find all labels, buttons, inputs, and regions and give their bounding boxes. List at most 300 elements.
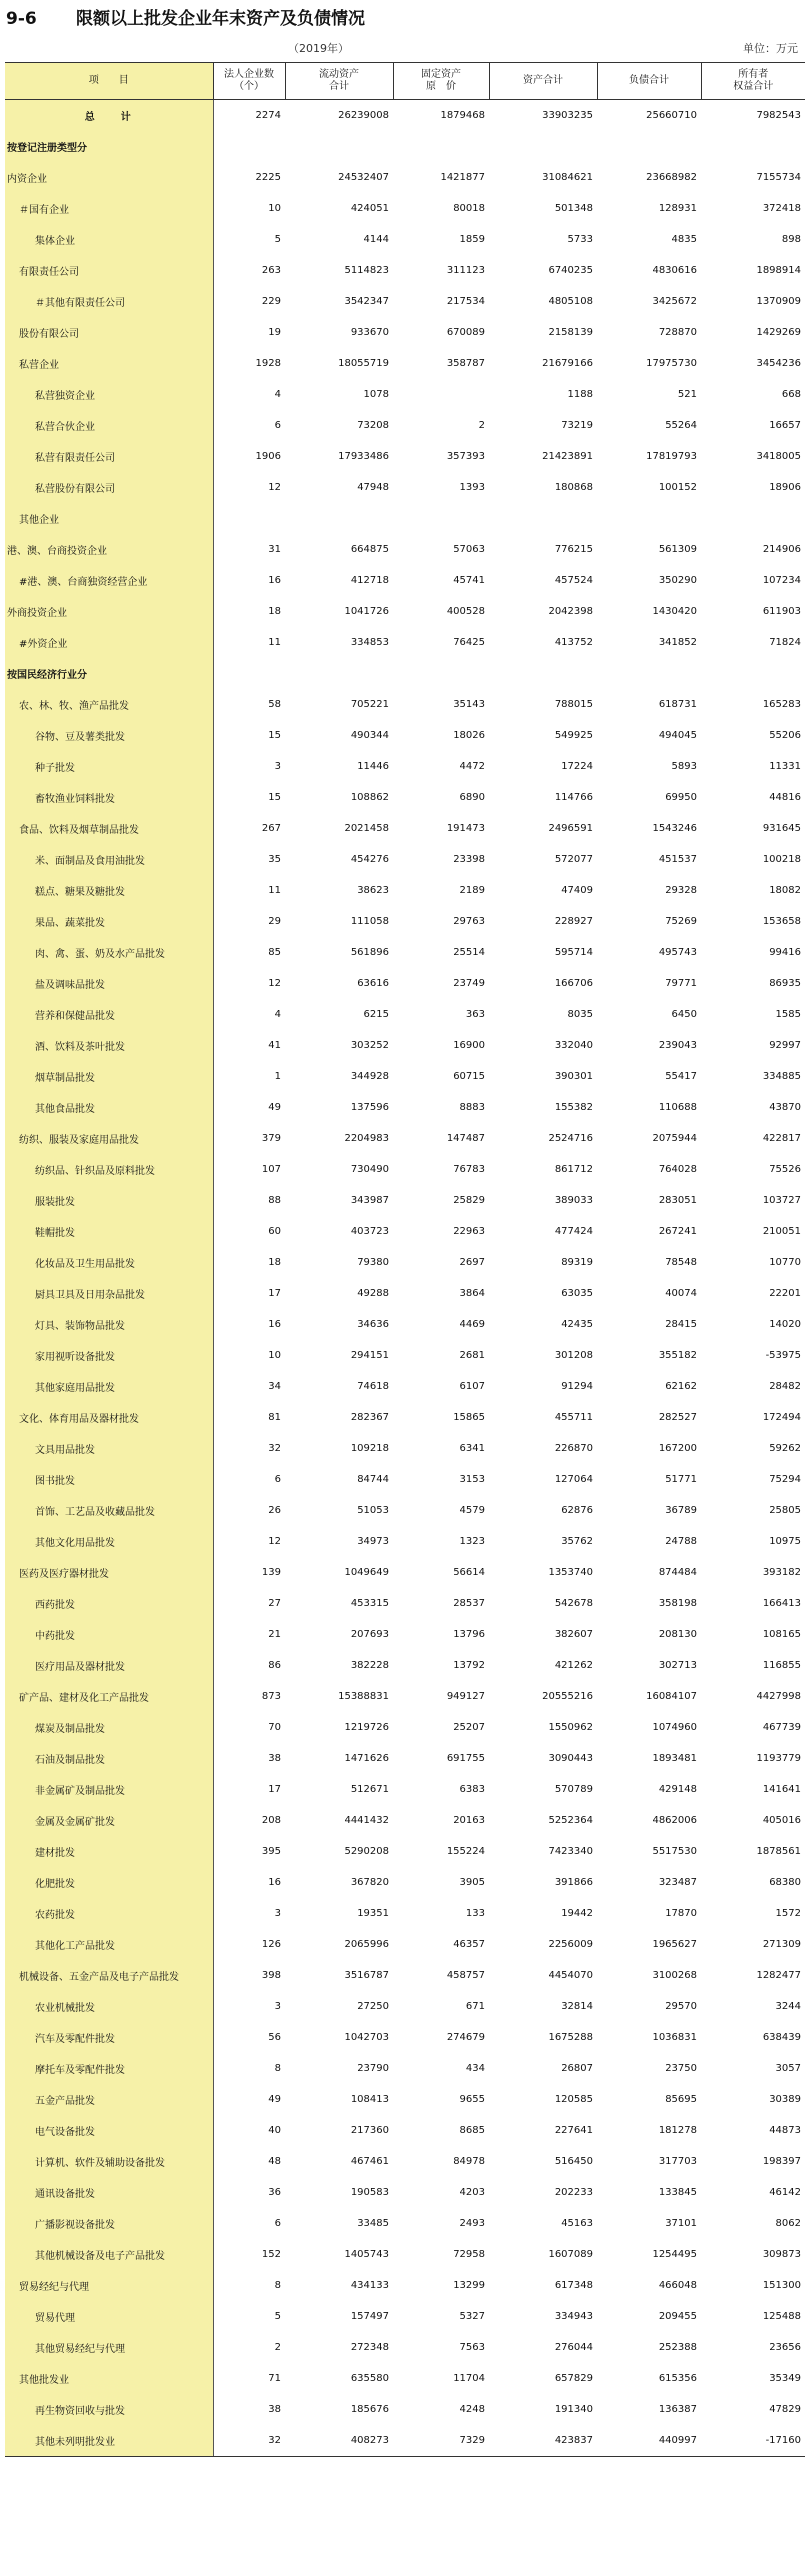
cell-firms: 16	[268, 575, 281, 586]
cell-current: 344928	[350, 1071, 389, 1082]
table-row	[5, 1867, 805, 1898]
table-header-row	[5, 63, 805, 100]
cell-firms: 26	[268, 1505, 281, 1516]
row-label: 矿产品、建材及化工产品批发	[5, 1681, 213, 1712]
cell-equity: 271309	[762, 1939, 801, 1950]
cell-firms: 71	[268, 2373, 281, 2384]
cell-equity: 35349	[769, 2373, 801, 2384]
cell-liab	[597, 658, 701, 689]
cell-liab: 561309	[658, 544, 697, 555]
cell-liab	[597, 131, 701, 162]
cell-fixed: 3905	[459, 1877, 485, 1888]
cell-firms: 48	[268, 2156, 281, 2167]
cell-firms: 60	[268, 1226, 281, 1237]
cell-fixed: 147487	[446, 1133, 485, 1144]
cell-fixed: 949127	[446, 1691, 485, 1702]
row-label: 再生物资回收与批发	[5, 2394, 213, 2425]
table-row	[5, 906, 805, 937]
column-header: 负债合计	[597, 63, 701, 100]
cell-liab: 874484	[658, 1567, 697, 1578]
cell-firms: 16	[268, 1319, 281, 1330]
cell-fixed: 1859	[459, 234, 485, 245]
row-label: 外商投资企业	[5, 596, 213, 627]
row-label: #外资企业	[5, 627, 213, 658]
cell-liab: 267241	[658, 1226, 697, 1237]
row-label: 五金产品批发	[5, 2084, 213, 2115]
cell-assets: 423837	[489, 2425, 597, 2457]
table-row	[5, 472, 805, 503]
cell-liab: 136387	[658, 2404, 697, 2415]
table-row	[5, 1712, 805, 1743]
cell-liab: 24788	[665, 1536, 697, 1547]
cell-equity: 372418	[762, 203, 801, 214]
cell-firms: 3	[274, 761, 281, 772]
row-label: 煤炭及制品批发	[5, 1712, 213, 1743]
cell-assets: 26807	[561, 2063, 593, 2074]
cell-assets: 226870	[554, 1443, 593, 1454]
cell-assets: 127064	[554, 1474, 593, 1485]
cell-fixed: 76783	[453, 1164, 485, 1175]
cell-current: 190583	[350, 2187, 389, 2198]
table-row	[5, 1681, 805, 1712]
total-row	[5, 100, 805, 132]
row-label: 通讯设备批发	[5, 2177, 213, 2208]
table-row	[5, 1929, 805, 1960]
cell-liab: 208130	[658, 1629, 697, 1640]
cell-assets: 31084621	[542, 172, 593, 183]
cell-current: 1219726	[344, 1722, 389, 1733]
cell-assets: 657829	[554, 2373, 593, 2384]
row-label: 机械设备、五金产品及电子产品批发	[5, 1960, 213, 1991]
cell-liab: 37101	[665, 2218, 697, 2229]
cell-assets: 390301	[554, 1071, 593, 1082]
cell-assets: 35762	[561, 1536, 593, 1547]
row-label: 其他家庭用品批发	[5, 1371, 213, 1402]
cell-current: 185676	[350, 2404, 389, 2415]
table-row	[5, 2394, 805, 2425]
cell-fixed: 4469	[459, 1319, 485, 1330]
cell-firms: 10	[268, 203, 281, 214]
cell-firms: 267	[261, 823, 281, 834]
cell-firms: 398	[261, 1970, 281, 1981]
cell-current: 3542347	[344, 296, 389, 307]
cell-fixed: 25829	[453, 1195, 485, 1206]
cell-equity: 210051	[762, 1226, 801, 1237]
cell-firms: 5	[274, 2311, 281, 2322]
cell-equity: 68380	[769, 1877, 801, 1888]
cell-liab: 350290	[658, 575, 697, 586]
cell-fixed: 6890	[459, 792, 485, 803]
cell-fixed: 23749	[453, 978, 485, 989]
table-row	[5, 627, 805, 658]
cell-firms: 139	[261, 1567, 281, 1578]
cell-firms: 29	[268, 916, 281, 927]
cell-equity: 214906	[762, 544, 801, 555]
cell-liab: 728870	[658, 327, 697, 338]
table-row	[5, 1619, 805, 1650]
row-label: 其他贸易经纪与代理	[5, 2332, 213, 2363]
cell-current: 434133	[350, 2280, 389, 2291]
table-row	[5, 162, 805, 193]
table-row	[5, 1092, 805, 1123]
cell-liab: 79771	[665, 978, 697, 989]
cell-fixed: 1323	[459, 1536, 485, 1547]
cell-fixed: 11704	[453, 2373, 485, 2384]
cell-equity: 8062	[775, 2218, 801, 2229]
row-label: 按登记注册类型分	[5, 131, 213, 162]
row-label: 石油及制品批发	[5, 1743, 213, 1774]
cell-current: 490344	[350, 730, 389, 741]
cell-fixed: 671	[465, 2001, 485, 2012]
row-label: 有限责任公司	[5, 255, 213, 286]
row-label: 西药批发	[5, 1588, 213, 1619]
cell-equity: 309873	[762, 2249, 801, 2260]
cell-assets: 1607089	[548, 2249, 593, 2260]
table-row	[5, 782, 805, 813]
cell-current: 2065996	[344, 1939, 389, 1950]
cell-firms: 15	[268, 730, 281, 741]
cell-fixed: 1879468	[440, 110, 485, 121]
cell-equity: 405016	[762, 1815, 801, 1826]
table-row	[5, 534, 805, 565]
cell-fixed: 8685	[459, 2125, 485, 2136]
cell-equity: -53975	[765, 1350, 801, 1361]
cell-fixed: 7563	[459, 2342, 485, 2353]
row-label: 其他化工产品批发	[5, 1929, 213, 1960]
cell-firms: 3	[274, 1908, 281, 1919]
cell-firms: 11	[268, 637, 281, 648]
cell-equity: 116855	[762, 1660, 801, 1671]
cell-current: 5290208	[344, 1846, 389, 1857]
cell-firms: 32	[213, 2425, 285, 2457]
cell-equity: 16657	[769, 420, 801, 431]
cell-assets: 45163	[561, 2218, 593, 2229]
row-label: 果品、蔬菜批发	[5, 906, 213, 937]
cell-assets: 89319	[561, 1257, 593, 1268]
table-row	[5, 1774, 805, 1805]
table-row	[5, 565, 805, 596]
table-row	[5, 689, 805, 720]
cell-liab: 302713	[658, 1660, 697, 1671]
cell-fixed: 400528	[446, 606, 485, 617]
cell-liab: 1965627	[652, 1939, 697, 1950]
cell-liab: 23668982	[646, 172, 697, 183]
row-label: 医药及医疗器材批发	[5, 1557, 213, 1588]
table-row	[5, 937, 805, 968]
cell-firms: 379	[261, 1133, 281, 1144]
cell-equity: 898	[781, 234, 801, 245]
row-label: 谷物、豆及薯类批发	[5, 720, 213, 751]
cell-current: 334853	[350, 637, 389, 648]
cell-current	[285, 131, 393, 162]
column-header: 项 目	[5, 63, 213, 100]
cell-equity: 46142	[769, 2187, 801, 2198]
cell-current: 664875	[350, 544, 389, 555]
cell-assets: 457524	[554, 575, 593, 586]
cell-current: 108413	[350, 2094, 389, 2105]
row-label: 化肥批发	[5, 1867, 213, 1898]
cell-current	[285, 658, 393, 689]
table-row	[5, 1154, 805, 1185]
table-row	[5, 1836, 805, 1867]
cell-liab: 55264	[665, 420, 697, 431]
table-row	[5, 1588, 805, 1619]
cell-equity: 1572	[775, 1908, 801, 1919]
cell-assets: 455711	[554, 1412, 593, 1423]
cell-assets: 4454070	[548, 1970, 593, 1981]
cell-liab: 209455	[658, 2311, 697, 2322]
cell-current: 512671	[350, 1784, 389, 1795]
cell-current: 26239008	[338, 110, 389, 121]
table-row	[5, 1557, 805, 1588]
cell-firms: 208	[261, 1815, 281, 1826]
cell-current: 27250	[357, 2001, 389, 2012]
cell-assets: 391866	[554, 1877, 593, 1888]
cell-fixed: 1393	[459, 482, 485, 493]
cell-fixed: 35143	[453, 699, 485, 710]
cell-current: 412718	[350, 575, 389, 586]
cell-liab: 51771	[665, 1474, 697, 1485]
cell-liab: 75269	[665, 916, 697, 927]
cell-fixed: 2697	[459, 1257, 485, 1268]
cell-assets: 501348	[554, 203, 593, 214]
cell-fixed: 18026	[453, 730, 485, 741]
table-row	[5, 503, 805, 534]
cell-equity: 165283	[762, 699, 801, 710]
cell-fixed: 4579	[459, 1505, 485, 1516]
cell-liab: 1254495	[652, 2249, 697, 2260]
row-label: 种子批发	[5, 751, 213, 782]
cell-fixed: 155224	[446, 1846, 485, 1857]
cell-current: 424051	[350, 203, 389, 214]
cell-liab: 5893	[671, 761, 697, 772]
cell-assets: 1353740	[548, 1567, 593, 1578]
cell-fixed: 13792	[453, 1660, 485, 1671]
table-row	[5, 1898, 805, 1929]
cell-fixed: 458757	[446, 1970, 485, 1981]
table-row	[5, 2363, 805, 2394]
row-label: 港、澳、台商投资企业	[5, 534, 213, 565]
cell-assets: 3090443	[548, 1753, 593, 1764]
cell-liab: 69950	[665, 792, 697, 803]
cell-fixed	[393, 379, 489, 410]
cell-fixed: 29763	[453, 916, 485, 927]
cell-assets: 91294	[561, 1381, 593, 1392]
cell-liab: 3100268	[652, 1970, 697, 1981]
cell-equity: 467739	[762, 1722, 801, 1733]
table-row	[5, 2146, 805, 2177]
cell-firms: 19	[268, 327, 281, 338]
cell-firms: 126	[261, 1939, 281, 1950]
cell-firms: 1928	[255, 358, 281, 369]
cell-fixed: 8883	[459, 1102, 485, 1113]
cell-liab: 282527	[658, 1412, 697, 1423]
cell-firms: 1	[274, 1071, 281, 1082]
cell-equity: 638439	[762, 2032, 801, 2043]
cell-firms: 38	[268, 1753, 281, 1764]
row-label: ＃国有企业	[5, 193, 213, 224]
cell-current: 18055719	[338, 358, 389, 369]
cell-current: 15388831	[338, 1691, 389, 1702]
cell-assets: 32814	[561, 2001, 593, 2012]
year-note: （2019年）	[288, 42, 349, 55]
cell-equity	[701, 131, 805, 162]
cell-liab: 1430420	[652, 606, 697, 617]
cell-liab: 36789	[665, 1505, 697, 1516]
cell-current: 282367	[350, 1412, 389, 1423]
cell-equity: 92997	[769, 1040, 801, 1051]
cell-fixed: 56614	[453, 1567, 485, 1578]
cell-current: 454276	[350, 854, 389, 865]
cell-current: 730490	[350, 1164, 389, 1175]
cell-assets: 617348	[554, 2280, 593, 2291]
cell-assets: 114766	[554, 792, 593, 803]
row-label: 内资企业	[5, 162, 213, 193]
cell-fixed: 6107	[459, 1381, 485, 1392]
cell-firms	[213, 658, 285, 689]
table-row	[5, 224, 805, 255]
cell-firms: 263	[261, 265, 281, 276]
table-row	[5, 2301, 805, 2332]
cell-current: 207693	[350, 1629, 389, 1640]
cell-assets: 861712	[554, 1164, 593, 1175]
cell-current: 137596	[350, 1102, 389, 1113]
cell-firms: 107	[261, 1164, 281, 1175]
cell-fixed: 28537	[453, 1598, 485, 1609]
cell-firms: 152	[261, 2249, 281, 2260]
cell-assets: 788015	[554, 699, 593, 710]
cell-equity: 30389	[769, 2094, 801, 2105]
cell-equity: 1370909	[756, 296, 801, 307]
table-row	[5, 2332, 805, 2363]
section-row	[5, 131, 805, 162]
cell-equity: 75294	[769, 1474, 801, 1485]
cell-firms: 21	[268, 1629, 281, 1640]
data-table	[5, 62, 805, 2457]
cell-fixed: 22963	[453, 1226, 485, 1237]
row-label: #港、澳、台商独资经营企业	[5, 565, 213, 596]
cell-firms: 4	[274, 1009, 281, 1020]
row-label: 贸易代理	[5, 2301, 213, 2332]
cell-equity: 3454236	[756, 358, 801, 369]
cell-liab: 252388	[658, 2342, 697, 2353]
row-label: 文具用品批发	[5, 1433, 213, 1464]
cell-equity: 1898914	[756, 265, 801, 276]
cell-assets: 382607	[554, 1629, 593, 1640]
table-row	[5, 1371, 805, 1402]
cell-liab: 618731	[658, 699, 697, 710]
cell-current: 272348	[350, 2342, 389, 2353]
table-row	[5, 286, 805, 317]
row-label: 医疗用品及器材批发	[5, 1650, 213, 1681]
cell-assets: 1550962	[548, 1722, 593, 1733]
row-label: 农药批发	[5, 1898, 213, 1929]
cell-assets: 332040	[554, 1040, 593, 1051]
cell-liab: 167200	[658, 1443, 697, 1454]
cell-current: 1405743	[344, 2249, 389, 2260]
table-row	[5, 1433, 805, 1464]
cell-fixed: 23398	[453, 854, 485, 865]
cell-fixed: 7329	[393, 2425, 489, 2457]
cell-current: 5114823	[344, 265, 389, 276]
table-row	[5, 193, 805, 224]
cell-current: 33485	[357, 2218, 389, 2229]
row-label: 其他食品批发	[5, 1092, 213, 1123]
table-row	[5, 813, 805, 844]
cell-liab: 4835	[671, 234, 697, 245]
cell-assets: 413752	[554, 637, 593, 648]
cell-equity: 86935	[769, 978, 801, 989]
cell-equity: 153658	[762, 916, 801, 927]
table-row	[5, 2022, 805, 2053]
cell-equity: 107234	[762, 575, 801, 586]
cell-liab: 1543246	[652, 823, 697, 834]
column-header: 流动资产 合计	[285, 63, 393, 100]
cell-current: 74618	[357, 1381, 389, 1392]
cell-fixed: 84978	[453, 2156, 485, 2167]
cell-equity: 43870	[769, 1102, 801, 1113]
cell-firms: 10	[268, 1350, 281, 1361]
cell-current: 6215	[363, 1009, 389, 1020]
cell-assets: 276044	[554, 2342, 593, 2353]
cell-fixed	[393, 658, 489, 689]
cell-assets: 477424	[554, 1226, 593, 1237]
row-label: 其他文化用品批发	[5, 1526, 213, 1557]
cell-liab: 55417	[665, 1071, 697, 1082]
column-header: 资产合计	[489, 63, 597, 100]
cell-fixed: 3864	[459, 1288, 485, 1299]
cell-current: 467461	[350, 2156, 389, 2167]
cell-fixed: 363	[465, 1009, 485, 1020]
cell-assets: 17224	[561, 761, 593, 772]
column-header: 法人企业数 （个）	[213, 63, 285, 100]
cell-firms: 18	[268, 606, 281, 617]
cell-fixed: 358787	[446, 358, 485, 369]
row-label: 私营股份有限公司	[5, 472, 213, 503]
cell-assets: 542678	[554, 1598, 593, 1609]
cell-fixed: 2493	[459, 2218, 485, 2229]
table-row	[5, 1061, 805, 1092]
cell-firms: 58	[268, 699, 281, 710]
cell-equity: 3057	[775, 2063, 801, 2074]
cell-firms: 86	[268, 1660, 281, 1671]
column-header: 固定资产 原 价	[393, 63, 489, 100]
cell-current: 2204983	[344, 1133, 389, 1144]
cell-equity: 103727	[762, 1195, 801, 1206]
table-row	[5, 410, 805, 441]
row-label: 金属及金属矿批发	[5, 1805, 213, 1836]
cell-liab: 4862006	[652, 1815, 697, 1826]
cell-firms: 2274	[255, 110, 281, 121]
row-label: 化妆品及卫生用品批发	[5, 1247, 213, 1278]
cell-equity: 7155734	[756, 172, 801, 183]
cell-firms: 3	[274, 2001, 281, 2012]
cell-firms: 17	[268, 1288, 281, 1299]
cell-equity: 141641	[762, 1784, 801, 1795]
table-row	[5, 1526, 805, 1557]
cell-current: 47948	[357, 482, 389, 493]
cell-current: 217360	[350, 2125, 389, 2136]
cell-current: 63616	[357, 978, 389, 989]
cell-current: 51053	[357, 1505, 389, 1516]
row-label: 私营合伙企业	[5, 410, 213, 441]
table-row	[5, 875, 805, 906]
cell-liab: 29328	[665, 885, 697, 896]
cell-firms: 49	[268, 1102, 281, 1113]
cell-assets: 228927	[554, 916, 593, 927]
cell-firms: 36	[268, 2187, 281, 2198]
cell-current: 343987	[350, 1195, 389, 1206]
